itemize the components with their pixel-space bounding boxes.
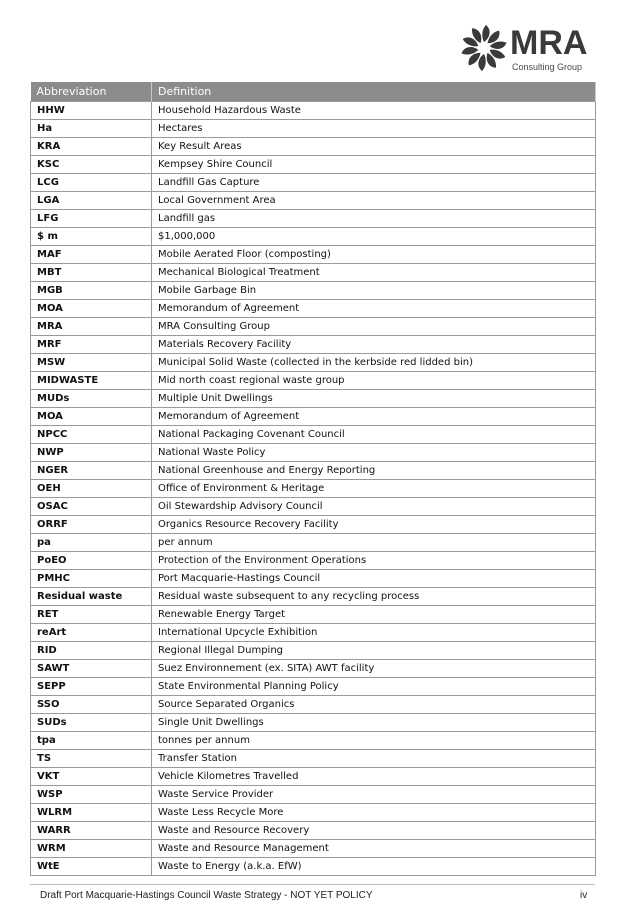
table-row <box>31 588 596 606</box>
definition-cell: Regional Illegal Dumping <box>152 642 596 660</box>
abbreviation-cell: VKT <box>31 768 152 786</box>
definition-cell: Landfill gas <box>152 210 596 228</box>
footer-divider <box>30 884 595 885</box>
definition-cell: Household Hazardous Waste <box>152 102 596 120</box>
table-row <box>31 372 596 390</box>
table-row <box>31 300 596 318</box>
table-row <box>31 660 596 678</box>
abbreviation-cell: WLRM <box>31 804 152 822</box>
definition-cell: Waste and Resource Recovery <box>152 822 596 840</box>
table-row <box>31 444 596 462</box>
table-row <box>31 282 596 300</box>
definition-cell: Organics Resource Recovery Facility <box>152 516 596 534</box>
definition-cell: Renewable Energy Target <box>152 606 596 624</box>
definition-cell: Local Government Area <box>152 192 596 210</box>
logo-tagline: Consulting Group <box>512 62 583 72</box>
definition-cell: tonnes per annum <box>152 732 596 750</box>
table-row <box>31 858 596 876</box>
definition-cell: Waste and Resource Management <box>152 840 596 858</box>
definition-cell: Mobile Garbage Bin <box>152 282 596 300</box>
table-row <box>31 210 596 228</box>
abbreviation-cell: LGA <box>31 192 152 210</box>
abbreviation-cell: SUDs <box>31 714 152 732</box>
definition-cell: Municipal Solid Waste (collected in the kerbside red lidded bin) <box>152 354 596 372</box>
definition-cell: Waste Service Provider <box>152 786 596 804</box>
abbreviation-cell: Ha <box>31 120 152 138</box>
abbreviation-cell: TS <box>31 750 152 768</box>
definition-cell: MRA Consulting Group <box>152 318 596 336</box>
table-row <box>31 696 596 714</box>
abbreviation-cell: WtE <box>31 858 152 876</box>
abbreviation-cell: PMHC <box>31 570 152 588</box>
definition-cell: Waste to Energy (a.k.a. EfW) <box>152 858 596 876</box>
table-row <box>31 264 596 282</box>
table-row <box>31 174 596 192</box>
table-row <box>31 552 596 570</box>
definition-cell: Landfill Gas Capture <box>152 174 596 192</box>
definition-cell: Protection of the Environment Operations <box>152 552 596 570</box>
definition-cell: Office of Environment & Heritage <box>152 480 596 498</box>
logo-name: MRA <box>510 24 588 62</box>
table-row <box>31 678 596 696</box>
table-row <box>31 498 596 516</box>
table-header-row <box>31 82 596 102</box>
table-row <box>31 156 596 174</box>
definition-cell: National Greenhouse and Energy Reporting <box>152 462 596 480</box>
table-row <box>31 534 596 552</box>
abbreviation-cell: HHW <box>31 102 152 120</box>
table-row <box>31 786 596 804</box>
definition-cell: Mid north coast regional waste group <box>152 372 596 390</box>
abbreviation-cell: MIDWASTE <box>31 372 152 390</box>
definition-cell: Port Macquarie-Hastings Council <box>152 570 596 588</box>
definition-cell: Transfer Station <box>152 750 596 768</box>
abbreviation-cell: KRA <box>31 138 152 156</box>
definition-cell: Memorandum of Agreement <box>152 408 596 426</box>
abbreviation-cell: MUDs <box>31 390 152 408</box>
abbreviation-cell: LCG <box>31 174 152 192</box>
definition-cell: $1,000,000 <box>152 228 596 246</box>
abbreviation-cell: SAWT <box>31 660 152 678</box>
table-row <box>31 840 596 858</box>
footer-page-number: iv <box>580 890 588 901</box>
abbreviation-cell: NPCC <box>31 426 152 444</box>
definition-cell: Vehicle Kilometres Travelled <box>152 768 596 786</box>
definition-cell: International Upcycle Exhibition <box>152 624 596 642</box>
abbreviation-cell: SEPP <box>31 678 152 696</box>
table-body <box>31 102 596 876</box>
abbreviation-cell: pa <box>31 534 152 552</box>
abbreviation-cell: tpa <box>31 732 152 750</box>
table-row <box>31 318 596 336</box>
abbreviation-cell: MGB <box>31 282 152 300</box>
abbreviation-cell: Residual waste <box>31 588 152 606</box>
definition-cell: Mechanical Biological Treatment <box>152 264 596 282</box>
table-row <box>31 606 596 624</box>
abbreviation-cell: SSO <box>31 696 152 714</box>
definition-cell: per annum <box>152 534 596 552</box>
abbreviation-cell: OSAC <box>31 498 152 516</box>
abbreviation-cell: RID <box>31 642 152 660</box>
table-row <box>31 462 596 480</box>
abbreviation-cell: ORRF <box>31 516 152 534</box>
abbreviation-cell: MOA <box>31 300 152 318</box>
table-row <box>31 822 596 840</box>
table-row <box>31 354 596 372</box>
table-row <box>31 192 596 210</box>
table-row <box>31 804 596 822</box>
abbreviation-cell: reArt <box>31 624 152 642</box>
abbreviation-cell: PoEO <box>31 552 152 570</box>
abbreviation-cell: MAF <box>31 246 152 264</box>
table-row <box>31 408 596 426</box>
abbreviation-cell: $ m <box>31 228 152 246</box>
abbreviation-cell: LFG <box>31 210 152 228</box>
table-row <box>31 624 596 642</box>
definition-cell: Hectares <box>152 120 596 138</box>
abbreviation-cell: RET <box>31 606 152 624</box>
table-row <box>31 228 596 246</box>
table-row <box>31 336 596 354</box>
abbreviation-table <box>30 82 596 876</box>
definition-cell: Materials Recovery Facility <box>152 336 596 354</box>
table-row <box>31 390 596 408</box>
header-definition: Definition <box>152 82 596 102</box>
table-row <box>31 246 596 264</box>
table-row <box>31 714 596 732</box>
table-row <box>31 516 596 534</box>
abbreviation-cell: OEH <box>31 480 152 498</box>
definition-cell: Oil Stewardship Advisory Council <box>152 498 596 516</box>
abbreviation-cell: MOA <box>31 408 152 426</box>
mra-logo <box>458 22 593 74</box>
definition-cell: National Packaging Covenant Council <box>152 426 596 444</box>
definition-cell: Source Separated Organics <box>152 696 596 714</box>
header-abbreviation: Abbreviation <box>31 82 152 102</box>
footer-document-title: Draft Port Macquarie-Hastings Council Waste Strategy - NOT YET POLICY <box>40 890 373 901</box>
abbreviation-cell: NWP <box>31 444 152 462</box>
table-row <box>31 480 596 498</box>
table-row <box>31 768 596 786</box>
table-row <box>31 426 596 444</box>
table-row <box>31 642 596 660</box>
abbreviation-cell: MBT <box>31 264 152 282</box>
table-row <box>31 732 596 750</box>
abbreviation-cell: WSP <box>31 786 152 804</box>
abbreviation-cell: MRF <box>31 336 152 354</box>
table-row <box>31 138 596 156</box>
definition-cell: Multiple Unit Dwellings <box>152 390 596 408</box>
abbreviation-cell: MRA <box>31 318 152 336</box>
table-row <box>31 102 596 120</box>
abbreviation-cell: WRM <box>31 840 152 858</box>
mra-swirl-icon <box>458 22 510 74</box>
definition-cell: Mobile Aerated Floor (composting) <box>152 246 596 264</box>
definition-cell: Single Unit Dwellings <box>152 714 596 732</box>
definition-cell: National Waste Policy <box>152 444 596 462</box>
table-row <box>31 570 596 588</box>
abbreviation-cell: KSC <box>31 156 152 174</box>
definition-cell: Residual waste subsequent to any recycling process <box>152 588 596 606</box>
abbreviation-cell: MSW <box>31 354 152 372</box>
table-row <box>31 750 596 768</box>
definition-cell: Key Result Areas <box>152 138 596 156</box>
abbreviation-cell: WARR <box>31 822 152 840</box>
definition-cell: Suez Environnement (ex. SITA) AWT facility <box>152 660 596 678</box>
definition-cell: State Environmental Planning Policy <box>152 678 596 696</box>
abbreviation-cell: NGER <box>31 462 152 480</box>
definition-cell: Memorandum of Agreement <box>152 300 596 318</box>
definition-cell: Kempsey Shire Council <box>152 156 596 174</box>
definition-cell: Waste Less Recycle More <box>152 804 596 822</box>
table-row <box>31 120 596 138</box>
